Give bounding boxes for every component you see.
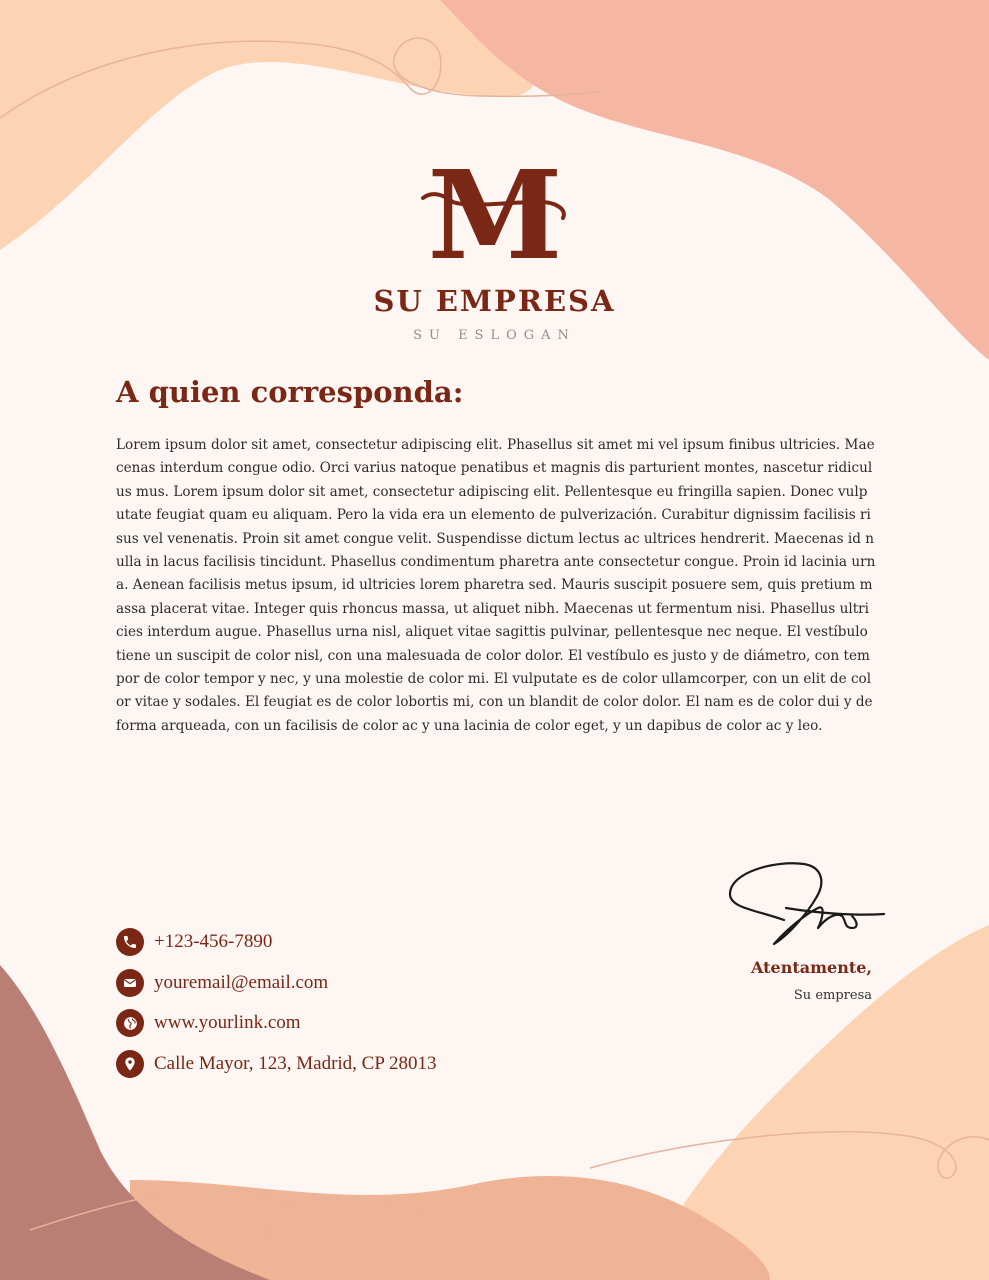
handwritten-signature (726, 858, 886, 950)
letter-greeting: A quien corresponda: (116, 375, 464, 409)
contact-website (116, 1003, 436, 1044)
contact-list (116, 922, 436, 1084)
monogram-letter: M (427, 150, 563, 268)
logo-monogram (415, 150, 575, 268)
globe-icon (116, 1009, 144, 1037)
envelope-icon (116, 969, 144, 997)
company-name: SU EMPRESA (373, 284, 616, 318)
letter-body: Lorem ipsum dolor sit amet, consectetur adipiscing elit. Phasellus sit amet mi vel ipsum finibus ultricies. Maecenas interdum congue odio. Orci varius natoque penatibus et magnis dis parturient montes, nascetur ridiculus mus. Lorem ipsum dolor sit amet, consectetur adipiscing elit. Pellentesque eu fringilla sapien. Donec vulputate feugiat quam eu aliquam. Pero la vida era un elemento de pulverización. Curabitur dignissim facilisis risus vel venenatis. Proin sit amet congue velit. Suspendisse dictum lectus ac ultrices hendrerit. Maecenas id nulla in lacus facilisis tincidunt. Phasellus condimentum pharetra ante consectetur congue. Proin id lacinia urna. Aenean facilisis metus ipsum, id ultricies lorem pharetra sed. Mauris suscipit posuere sem, quis pretium massa placerat vitae. Integer quis rhoncus massa, ut aliquet nibh. Maecenas ut fermentum nisi. Phasellus ultricies interdum augue. Phasellus urna nisl, aliquet vitae sagittis pulvinar, pellentesque nec neque. El vestíbulo tiene un suscipit de color nisl, con una malesuada de color dolor. El vestíbulo es justo y de diámetro, con tempor de color tempor y nec, y una molestie de color mi. El vulputate es de color ullamcorper, con un elit de color vitae y sodales. El feugiat es de color lobortis mi, con un blandit de color dolor. El nam es de color dui y de forma arqueada, con un facilisis de color ac y una lacinia de color eget, y un dapibus de color ac y leo. (116, 437, 876, 734)
address-text: Calle Mayor, 123, Madrid, CP 28013 (154, 1052, 437, 1074)
contact-email (116, 963, 436, 1004)
map-pin-icon (116, 1050, 144, 1078)
contact-phone (116, 922, 436, 963)
email-link[interactable]: youremail@email.com (154, 971, 329, 993)
company-slogan: SU ESLOGAN (413, 328, 576, 343)
phone-text: +123-456-7890 (154, 931, 273, 953)
phone-icon (116, 928, 144, 956)
contact-address (116, 1044, 436, 1085)
signer-name: Su empresa (793, 988, 872, 1003)
closing-phrase: Atentamente, (751, 958, 872, 977)
website-link[interactable]: www.yourlink.com (154, 1012, 301, 1034)
